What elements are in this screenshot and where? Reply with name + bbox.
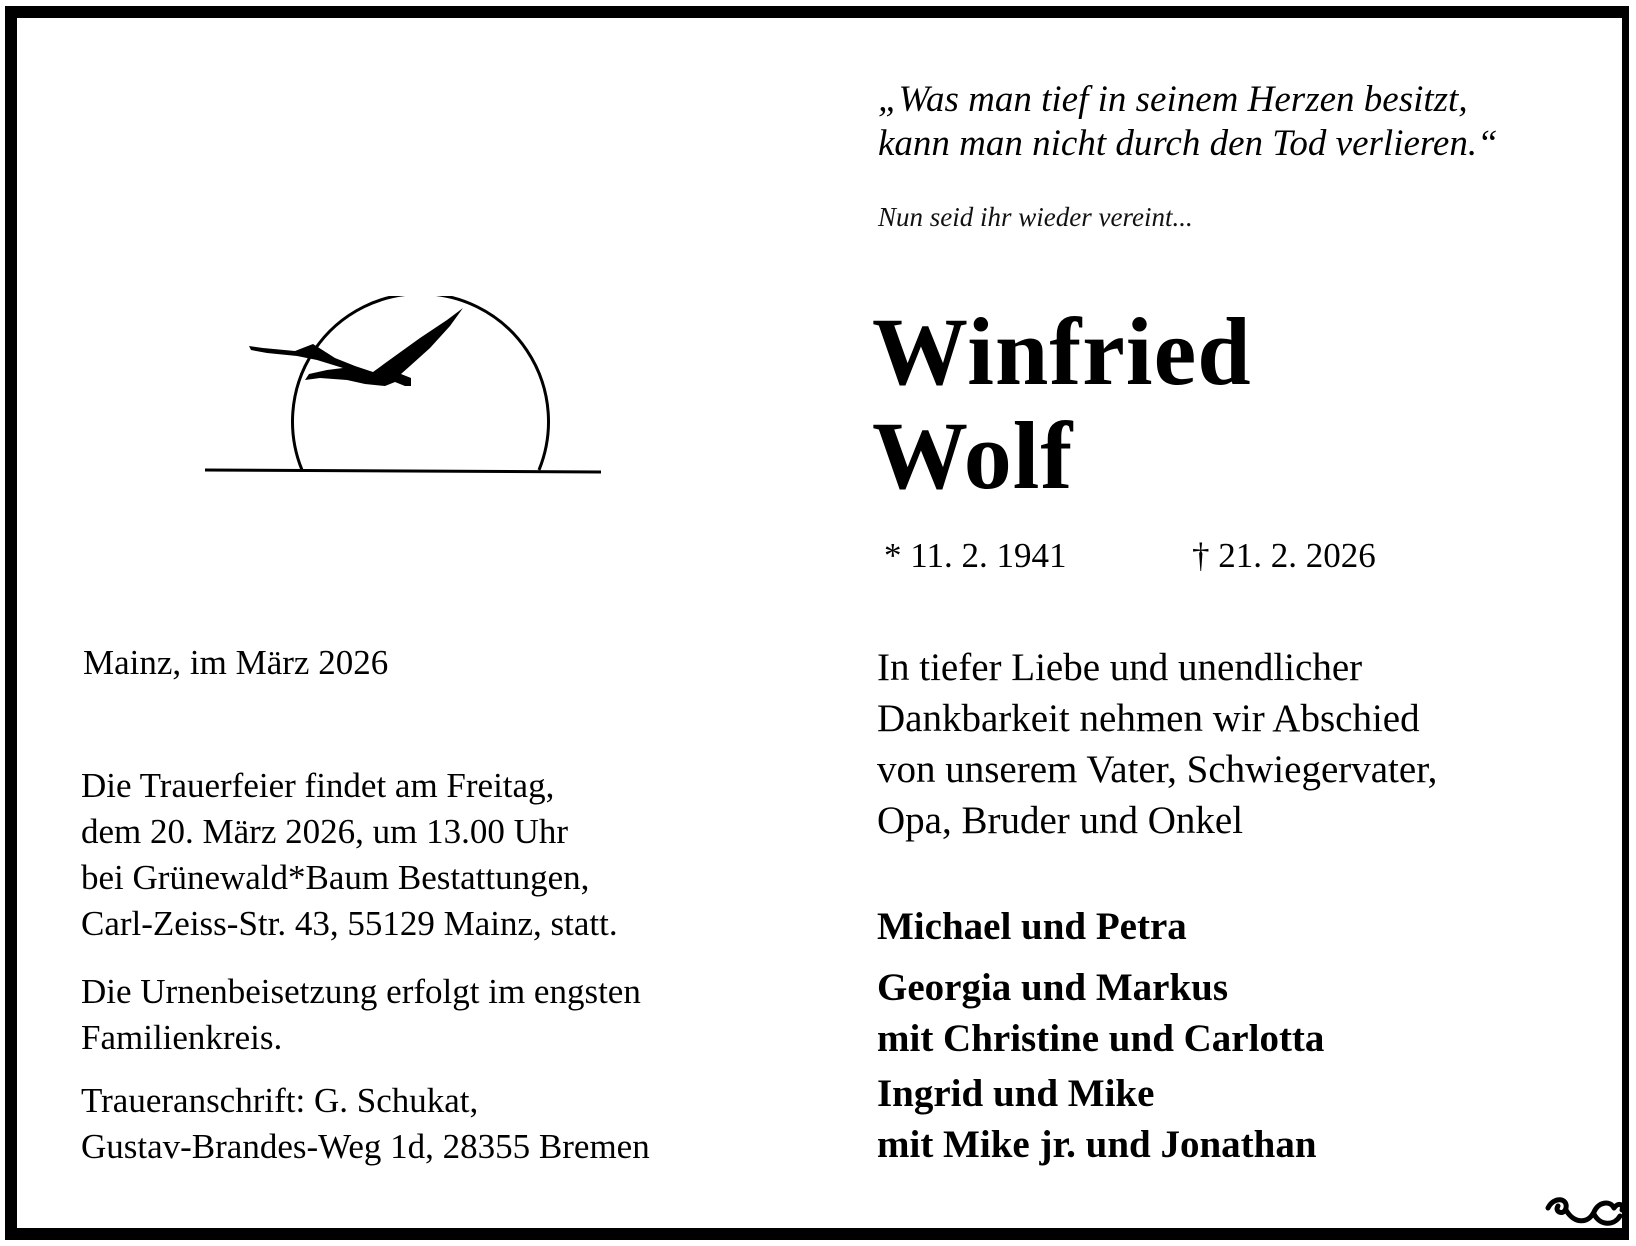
farewell-line: Opa, Bruder und Onkel	[877, 799, 1244, 842]
family-line: mit Mike jr. und Jonathan	[877, 1123, 1317, 1166]
bird-over-setting-sun-icon	[205, 296, 635, 506]
place-date: Mainz, im März 2026	[83, 643, 389, 682]
urn-line: Die Urnenbeisetzung erfolgt im engsten	[81, 972, 641, 1011]
family-group	[877, 962, 1324, 1064]
ceremony-line: Carl-Zeiss-Str. 43, 55129 Mainz, statt.	[81, 904, 618, 943]
farewell-line: Dankbarkeit nehmen wir Abschied	[877, 697, 1420, 740]
urn-info	[81, 969, 641, 1061]
ceremony-line: Die Trauerfeier findet am Freitag,	[81, 766, 555, 805]
decorative-flourish-icon	[1544, 1190, 1626, 1236]
quote-line: kann man nicht durch den Tod verlieren.“	[878, 123, 1498, 164]
urn-line: Familienkreis.	[81, 1018, 283, 1057]
deceased-name	[872, 300, 1252, 508]
death-date: † 21. 2. 2026	[1192, 536, 1376, 575]
family-line: Michael und Petra	[877, 905, 1187, 948]
ceremony-line: dem 20. März 2026, um 13.00 Uhr	[81, 812, 569, 851]
family-group	[877, 1068, 1317, 1170]
subquote: Nun seid ihr wieder vereint...	[878, 202, 1193, 232]
family-line: mit Christine und Carlotta	[877, 1017, 1325, 1060]
address-line: Gustav-Brandes-Weg 1d, 28355 Bremen	[81, 1127, 650, 1166]
quote-line: „Was man tief in seinem Herzen besitzt,	[878, 79, 1468, 120]
family-line: Georgia und Markus	[877, 966, 1229, 1009]
last-name: Wolf	[872, 402, 1074, 509]
quote	[878, 78, 1498, 166]
family-line: Ingrid und Mike	[877, 1072, 1155, 1115]
birth-date: * 11. 2. 1941	[884, 536, 1067, 575]
address-line: Traueranschrift: G. Schukat,	[81, 1081, 479, 1120]
ceremony-info	[81, 763, 618, 947]
farewell-text	[877, 642, 1437, 846]
farewell-line: von unserem Vater, Schwiegervater,	[877, 748, 1438, 791]
first-name: Winfried	[872, 298, 1252, 405]
ceremony-line: bei Grünewald*Baum Bestattungen,	[81, 858, 590, 897]
farewell-line: In tiefer Liebe und unendlicher	[877, 646, 1363, 689]
family-group	[877, 901, 1187, 952]
mourning-address	[81, 1078, 650, 1170]
